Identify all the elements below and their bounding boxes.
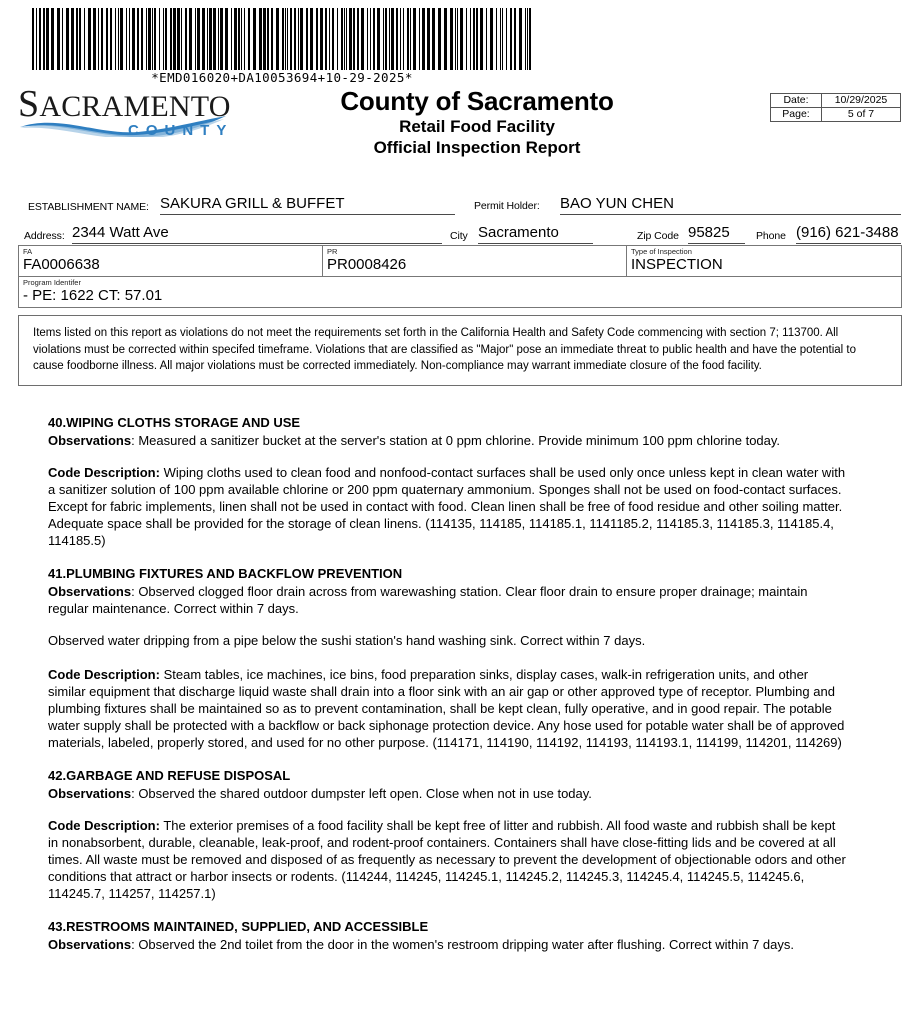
spacer [48,802,848,817]
program-identifier-row [19,277,902,308]
establishment-row-1 [0,195,924,217]
violation-observations [48,936,848,953]
observations-label: Observations [48,432,132,448]
spacer [48,617,848,632]
program-identifier-value: - PE: 1622 CT: 57.01 [23,287,163,304]
page-row [771,108,901,122]
program-identifier-cell [19,277,902,308]
violation-title: 41.PLUMBING FIXTURES AND BACKFLOW PREVENTION [48,565,403,581]
observations-text: : Measured a sanitizer bucket at the server's station at 0 ppm chlorine. Provide minimum 100 ppm chlorine today. [131,432,781,448]
code-label: Code Description: [48,817,160,833]
violation-code [48,464,848,549]
permit-holder-value[interactable]: BAO YUN CHEN [560,195,901,215]
violation-section [48,918,848,953]
page-title: County of Sacramento [340,86,614,116]
permit-holder-label: Permit Holder: [474,200,540,212]
establishment-name-value[interactable]: SAKURA GRILL & BUFFET [160,195,455,215]
code-text: Wiping cloths used to clean food and nonfood-contact surfaces shall be used only once unless kept in clean water with a sanitizer solution of 100 ppm available chlorine or 200 ppm quaternary ammonium. Sponges shall not be used on food-contact surfaces. Except for fabric implements, linen shall not be used in contact with food. Clean linen shall be free of food residue and other soiling matter. Adequate space shall be provided for the storage of clean linens. (114135, 114185, 114185.1, 1141185.2, 114185.3, 114185.3, 114185.4, 114185.5) [48,464,846,548]
violation-code [48,817,848,902]
zip-label: Zip Code [637,230,679,242]
pr-label: PR [327,247,338,256]
address-label: Address: [24,230,65,242]
city-value[interactable]: Sacramento [478,224,593,244]
violation-observations [48,583,848,617]
logo-county-text: COUNTY [128,122,234,139]
fa-value: FA0006638 [23,256,100,273]
program-identifier-label: Program Identifer [23,278,81,287]
page-value: 5 of 7 [822,108,901,122]
page-label: Page: [771,108,822,122]
report-header [0,83,924,159]
date-value: 10/29/2025 [822,94,901,108]
violation-code [48,666,848,751]
facility-id-row [19,246,902,277]
violation-title: 43.RESTROOMS MAINTAINED, SUPPLIED, AND ACCESSIBLE [48,918,429,934]
address-value[interactable]: 2344 Watt Ave [72,224,442,244]
inspection-type-value: INSPECTION [631,256,723,273]
fa-label: FA [23,247,33,256]
spacer [48,549,848,565]
violation-section [48,565,848,751]
code-text: Steam tables, ice machines, ice bins, food preparation sinks, display cases, walk-in refrigeration units, and other similar equipment that discharge liquid waste shall drain into a floor sink with an air gap or other approved type of receptor. Plumbing and plumbing fixtures shall be maintained so as to prevent contamination, shall be kept clean, fully operative, and in good repair. The potable water supply shall be protected with a backflow or back siphonage protection device. Any hose used for potable water shall be of approved materials, labeled, properly stored, and used for no other purpose. (114171, 114190, 114192, 114193, 114193.1, 114199, 114201, 114269) [48,666,845,750]
violation-section [48,414,848,549]
observations-text: : Observed the shared outdoor dumpster left open. Close when not in use today. [131,785,592,801]
violation-section [48,767,848,902]
violation-title: 40.WIPING CLOTHS STORAGE AND USE [48,414,301,430]
spacer [48,449,848,464]
spacer [48,649,848,666]
establishment-fields [0,195,924,245]
inspection-type-cell [627,246,902,277]
establishment-row-2 [0,224,924,246]
code-label: Code Description: [48,464,160,480]
barcode-text: *EMD016020+DA10053694+10-29-2025* [151,70,413,85]
code-label: Code Description: [48,666,160,682]
barcode-image [32,8,532,70]
observations-label: Observations [48,936,132,952]
barcode-block [0,0,924,85]
violations-list [48,414,848,953]
logo-wordmark-text: SACRAMENTO [18,83,231,125]
violation-title: 42.GARBAGE AND REFUSE DISPOSAL [48,767,291,783]
inspection-type-label: Type of Inspection [631,247,692,256]
disclaimer-box: Items listed on this report as violations do not meet the requirements set forth in the California Health and Safety Code commencing with section 7; 113700. All violations must be corrected within specifed timeframe. Violations that are classified as "Major" pose an immediate threat to public health and have the potential to cause foodborne illness. All major violations must be corrected immediately. Non-compliance may warrant immediate closure of the food facility. [18,315,902,386]
fa-cell [19,246,323,277]
city-label: City [450,230,468,242]
code-text: The exterior premises of a food facility shall be kept free of litter and rubbish. All food waste and rubbish shall be kept in nonabsorbent, durable, cleanable, leak-proof, and rodent-proof containers. Containers shall have close-fitting lids and be covered at all times. All waste must be removed and disposed of as frequently as necessary to prevent the development of objectionable odors and other conditions that attract or harbor insects or rodents. (114244, 114245, 114245.1, 114245.2, 114245.3, 114245.4, 114245.5, 114245.6, 114245.7, 114257, 114257.1) [48,817,846,901]
date-page-box [770,93,901,122]
report-subtitle-2: Official Inspection Report [373,138,581,157]
establishment-name-label: ESTABLISHMENT NAME: [28,201,149,213]
violation-observations [48,432,848,449]
spacer [48,902,848,918]
facility-id-table [18,245,902,308]
spacer [48,751,848,767]
violation-extra-observation: Observed water dripping from a pipe below the sushi station's hand washing sink. Correct within 7 days. [48,632,646,648]
zip-value[interactable]: 95825 [688,224,745,244]
violation-observations [48,785,848,802]
observations-text: : Observed the 2nd toilet from the door in the women's restroom dripping water after flushing. Correct within 7 days. [131,936,795,952]
phone-label: Phone [756,230,786,242]
observations-label: Observations [48,583,132,599]
pr-value: PR0008426 [327,256,407,273]
observations-text: : Observed clogged floor drain across from warewashing station. Clear floor drain to ensure proper drainage; maintain regular maintenance. Correct within 7 days. [48,583,808,616]
date-label: Date: [771,94,822,108]
observations-label: Observations [48,785,132,801]
report-subtitle-1: Retail Food Facility [399,117,555,136]
date-row [771,94,901,108]
pr-cell [323,246,627,277]
phone-value[interactable]: (916) 621-3488 [796,224,901,244]
